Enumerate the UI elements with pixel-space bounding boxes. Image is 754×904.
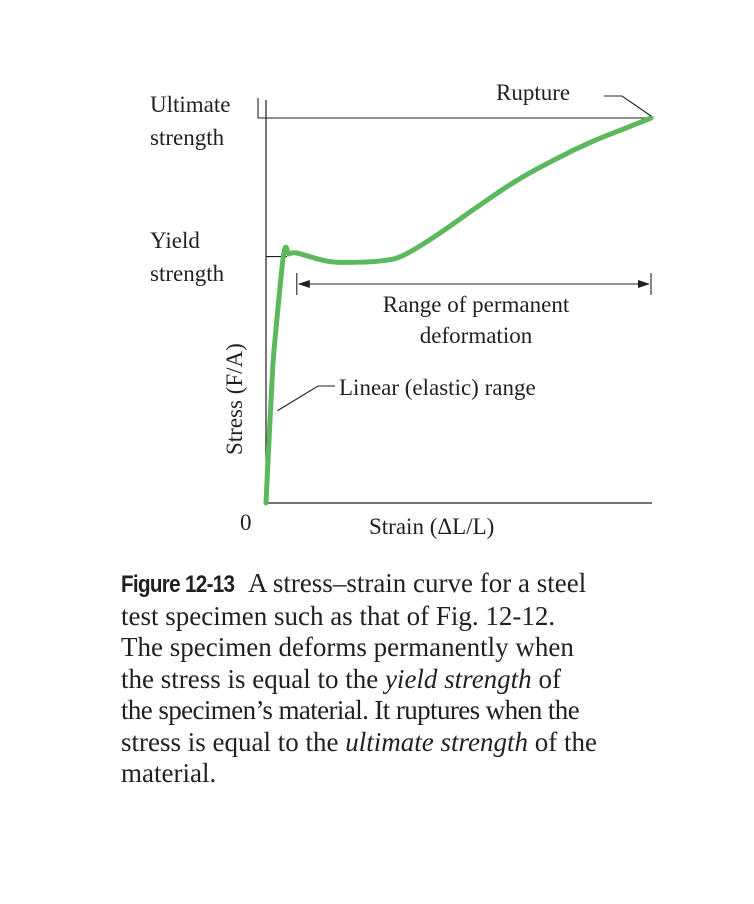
caption-text-1: A stress–strain curve for a steel — [242, 568, 587, 598]
linear-range-leader — [278, 386, 335, 411]
rupture-leader — [604, 96, 651, 116]
caption-line-4 — [121, 664, 731, 696]
figure-caption — [121, 568, 731, 790]
caption-line-7: material. — [121, 758, 217, 788]
caption-line-5: the specimen’s material. It ruptures when the — [121, 695, 580, 725]
caption-line-4-a: the stress is equal to the — [121, 663, 385, 694]
ultimate-label-line2: strength — [150, 125, 225, 150]
caption-line-4-b: of — [531, 663, 561, 694]
ultimate-label-line1: Ultimate — [150, 92, 231, 117]
range-label-line2: deformation — [419, 323, 533, 348]
yield-label-line2: strength — [150, 261, 225, 286]
origin-tick-label: 0 — [240, 510, 252, 535]
labels — [150, 80, 570, 539]
yield-label-line1: Yield — [150, 228, 200, 253]
caption-line-6-a: stress is equal to the — [121, 726, 346, 757]
caption-line-3: The specimen deforms permanently when — [121, 632, 574, 662]
caption-line-6 — [121, 727, 731, 759]
caption-line-2: test specimen such as that of Fig. 12-12. — [121, 600, 556, 631]
pointer-layer — [278, 96, 651, 411]
range-left-arrowhead — [298, 280, 310, 288]
ultimate-strength-term: ultimate strength — [345, 726, 528, 757]
reference-lines — [258, 98, 651, 257]
caption-line-6-b: of the — [527, 726, 597, 757]
range-right-arrowhead — [638, 280, 650, 288]
y-axis-label: Stress (F/A) — [222, 343, 247, 455]
range-label-line1: Range of permanent — [382, 292, 570, 317]
linear-range-label: Linear (elastic) range — [339, 375, 536, 400]
yield-strength-term: yield strength — [384, 663, 532, 694]
x-axis-label: Strain (ΔL/L) — [369, 514, 495, 539]
rupture-label: Rupture — [496, 80, 571, 105]
figure-label: Figure 12-13 — [121, 571, 235, 598]
caption-line-1 — [121, 568, 731, 601]
